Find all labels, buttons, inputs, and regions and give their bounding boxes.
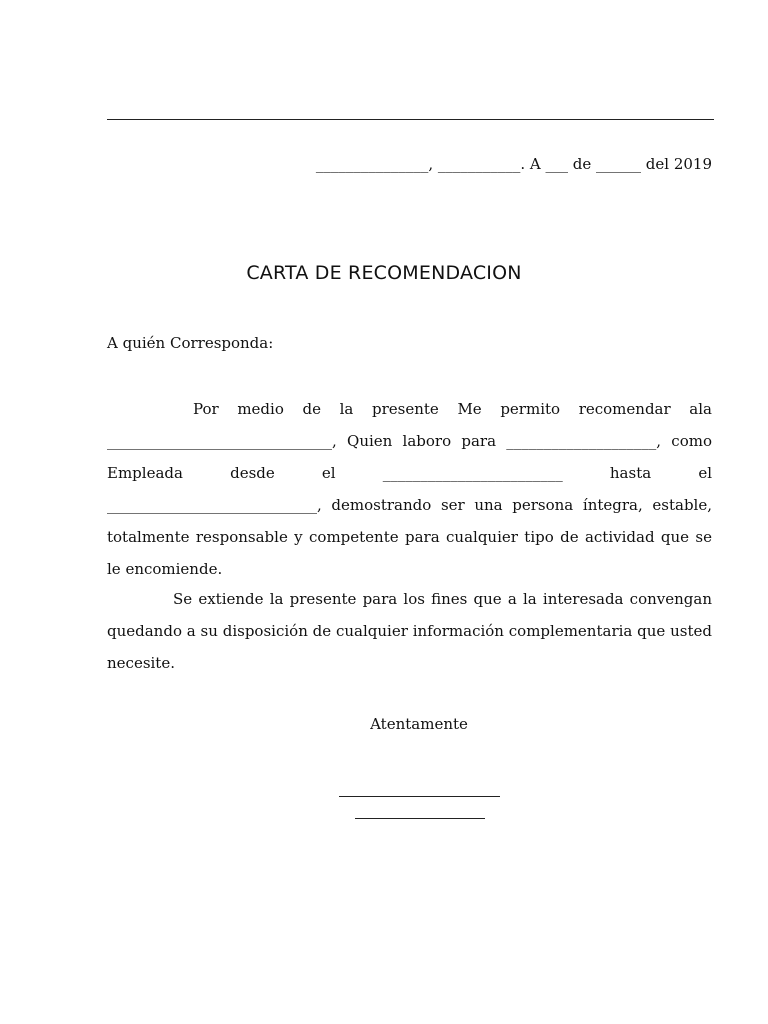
signature-line [339, 796, 500, 797]
body-paragraph-1 [107, 393, 712, 585]
date-line: _______________, ___________. A ___ de ______ del 2019 [315, 155, 712, 173]
body-paragraph-2 [107, 583, 712, 679]
salutation: A quién Corresponda: [107, 334, 274, 352]
name-line [355, 818, 485, 819]
body-paragraph-2-text: Se extiende la presente para los fines que a la interesada convengan quedando a su disposición de cualquier información complementaria que usted necesite. [107, 590, 712, 672]
header-rule [107, 119, 714, 120]
closing: Atentamente [370, 715, 468, 733]
letter-title: CARTA DE RECOMENDACION [246, 262, 522, 284]
body-paragraph-1-text: Por medio de la presente Me permito recomendar ala ______________________________, Quien laboro para ____________________, como Empleada desde el ________________________ hasta el ____________________________, demostrando ser una persona íntegra, estable, totalmente responsable y competente para cualquier tipo de actividad que se le encomiende. [107, 400, 712, 578]
